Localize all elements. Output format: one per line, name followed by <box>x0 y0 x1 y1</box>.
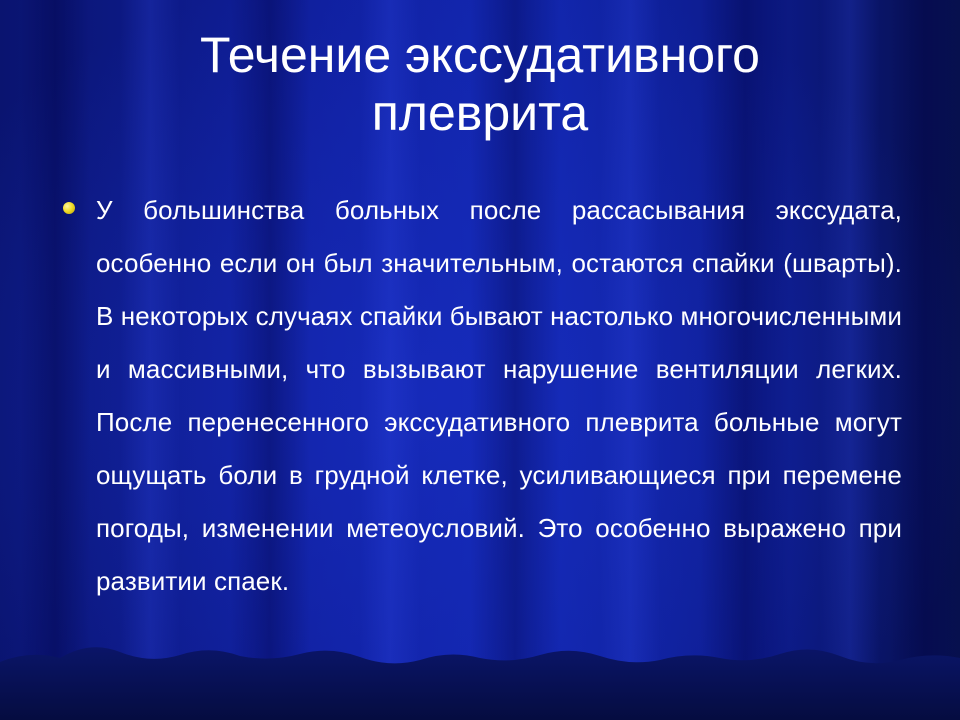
slide-title: Течение экссудативного плеврита <box>200 27 760 141</box>
bullet-dot-icon <box>63 202 75 214</box>
bullet-item: У большинства больных после рассасывания экссудата, особенно если он был значительным, остаются спайки (шварты). В некоторых случаях спайки бывают настолько многочисленными и массивными, что вызывают нарушение вентиляции легких. После перенесенного экссудативного плеврита больные могут ощущать боли в грудной клетке, усиливающиеся при перемене погоды, изменении метеоусловий. Это особенно выражено при развитии спаек. <box>96 195 902 596</box>
bullet-list <box>60 184 902 608</box>
